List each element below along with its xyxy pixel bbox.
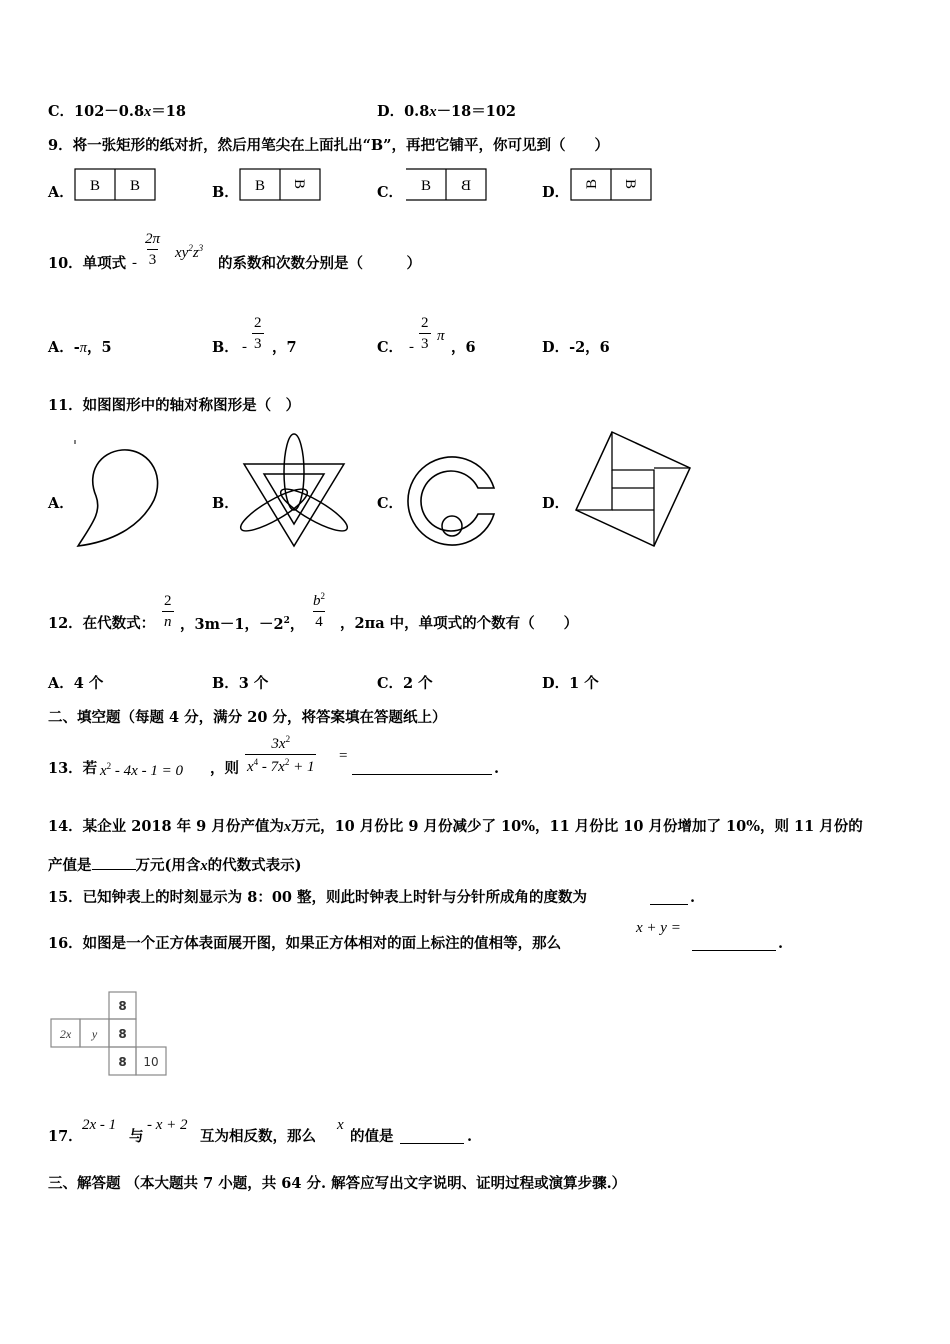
q10-option-c-num: 2 — [421, 315, 429, 331]
q12-f1-den: n — [162, 611, 174, 630]
q17-end: . — [467, 1128, 473, 1145]
q12-option-c: C．2 个 — [377, 675, 433, 692]
q13-num: 13．若 — [48, 760, 98, 777]
q9-figure-c — [405, 168, 489, 204]
q15-end: . — [690, 889, 696, 906]
q12-f2-num: $b^2$ — [313, 591, 325, 609]
q9-label-b: B． — [212, 184, 239, 201]
q17-var: x — [337, 1117, 344, 1133]
q10-option-c-frac — [419, 316, 431, 352]
q17-end-text: 的值是 — [350, 1128, 394, 1145]
q13-fraction — [245, 735, 316, 775]
q10-option-b-sign: - — [242, 339, 247, 355]
q10-frac-num: 2π — [145, 231, 161, 247]
q9-d-left-glyph: B — [584, 178, 600, 190]
q10-option-a: A．-π，5 — [48, 339, 112, 356]
q10-option-c-sign: - — [409, 339, 414, 355]
q12-fraction-1 — [162, 594, 174, 630]
q12-option-a: A．4 个 — [48, 675, 104, 692]
q11-figure-b-triangle-petals — [240, 430, 350, 552]
q9-b-right-glyph: B — [291, 178, 307, 190]
q16-cube-net — [48, 990, 172, 1080]
q8-option-c: C．102－0.8x＝18 — [48, 103, 186, 120]
q16-text: 16．如图是一个正方体表面展开图，如果正方体相对的面上标注的值相等，那么 — [48, 935, 562, 952]
q14-answer-blank[interactable] — [92, 857, 136, 870]
q16-net-bottom: 8 — [118, 1055, 127, 1069]
q16-net-mid: 8 — [118, 1027, 127, 1041]
q9-label-a: A． — [48, 184, 74, 201]
q10-num: 10．单项式 — [48, 255, 127, 272]
q15-answer-blank[interactable] — [650, 903, 688, 905]
q10-option-b-frac — [252, 316, 264, 352]
q9-label-c: C． — [377, 184, 404, 201]
q10-sign: - — [132, 255, 137, 271]
q11-stem: 11．如图图形中的轴对称图形是（ ） — [48, 397, 301, 414]
q9-figure-d — [570, 168, 654, 204]
q10-option-b-label: B． — [212, 339, 239, 356]
section-3-heading: 三、解答题 （本大题共 7 小题，共 64 分. 解答应写出文字说明、证明过程或演算步骤.） — [48, 1175, 627, 1192]
q12-middle-terms: ，3m－1，$-2^2$， — [180, 615, 305, 633]
q10-option-b-tail: ，7 — [272, 339, 297, 356]
q11-figure-a-swirl — [70, 438, 162, 550]
q9-a-left-glyph: B — [89, 178, 101, 194]
q9-c-left-glyph: B — [420, 178, 432, 194]
q13-end: . — [494, 760, 500, 777]
q8-option-d: D．0.8x－18＝102 — [377, 103, 517, 120]
section-2-heading: 二、填空题（每题 4 分，满分 20 分，将答案填在答题纸上） — [48, 709, 447, 726]
q9-d-right-glyph: B — [622, 178, 638, 190]
q14-line-2: 产值是 万元(用含x的代数式表示) — [48, 857, 302, 874]
q13-then: ，则 — [210, 760, 239, 777]
q17-expr-1: 2x - 1 — [82, 1117, 117, 1133]
q13-frac-den: $x^4 - 7x^2 + 1$ — [245, 754, 316, 775]
q10-option-c-label: C． — [377, 339, 404, 356]
q9-figure-a — [74, 168, 158, 204]
q10-option-c-tail: ，6 — [451, 339, 476, 356]
q17-answer-blank[interactable] — [400, 1142, 464, 1144]
q17-expr-2: - x + 2 — [147, 1117, 188, 1133]
q9-label-d: D． — [542, 184, 570, 201]
q9-a-right-glyph: B — [129, 178, 141, 194]
q13-answer-blank[interactable] — [352, 773, 492, 775]
q9-c-right-glyph: B — [460, 178, 472, 194]
q17-mid: 互为相反数，那么 — [200, 1128, 316, 1145]
q10-option-c-pi: π — [437, 328, 445, 344]
q12-stem-end: ，2πa 中，单项式的个数有（ ） — [340, 615, 579, 632]
q17-with: 与 — [129, 1128, 144, 1145]
q12-fraction-2 — [311, 592, 327, 630]
q9-stem: 9．将一张矩形的纸对折，然后用笔尖在上面扎出“B”，再把它铺平，你可见到（ ） — [48, 137, 610, 154]
q10-monomial-tail: $xy^2z^3$ — [175, 243, 204, 261]
q16-net-y: y — [91, 1027, 98, 1041]
q12-option-d: D．1 个 — [542, 675, 599, 692]
q12-stem-start: 12．在代数式： — [48, 615, 156, 632]
q11-label-a: A． — [48, 495, 74, 512]
q10-stem-end: 的系数和次数分别是（ ） — [218, 255, 421, 272]
q13-equation: $x^2 - 4x - 1 = 0$ — [100, 761, 183, 779]
q17-num: 17． — [48, 1128, 83, 1145]
q14-line-1: 14．某企业 2018 年 9 月份产值为x万元，10 月份比 9 月份减少了 10%，11 月份比 10 月份增加了 10%，则 11 月份的 — [48, 818, 863, 835]
q9-b-left-glyph: B — [254, 178, 266, 194]
q12-f2-den: 4 — [313, 611, 325, 630]
q10-fraction — [143, 232, 162, 268]
q11-label-c: C． — [377, 495, 404, 512]
q16-end: . — [778, 935, 784, 952]
q12-option-b: B．3 个 — [212, 675, 269, 692]
q12-f1-num: 2 — [164, 593, 172, 609]
q10-frac-den: 3 — [147, 249, 159, 268]
q11-label-d: D． — [542, 495, 570, 512]
q16-net-10: 10 — [143, 1055, 159, 1069]
q16-net-2x: 2x — [59, 1027, 72, 1041]
q16-net-top: 8 — [118, 999, 127, 1013]
q11-label-b: B． — [212, 495, 239, 512]
q11-figure-d-square-pinwheel — [570, 428, 696, 554]
q10-option-b-num: 2 — [254, 315, 262, 331]
q10-option-d: D．-2，6 — [542, 339, 610, 356]
q16-answer-blank[interactable] — [692, 949, 776, 951]
q10-option-c-den: 3 — [419, 333, 431, 352]
q13-equals: = — [339, 748, 348, 764]
q9-figure-b — [239, 168, 323, 204]
q11-figure-c-ring — [404, 442, 500, 550]
q15-text: 15．已知钟表上的时刻显示为 8：00 整，则此时钟表上时针与分针所成角的度数为 — [48, 889, 588, 906]
q16-expression: x + y = — [636, 920, 681, 936]
q10-option-b-den: 3 — [252, 333, 264, 352]
q13-frac-num: $3x^2$ — [271, 734, 291, 752]
